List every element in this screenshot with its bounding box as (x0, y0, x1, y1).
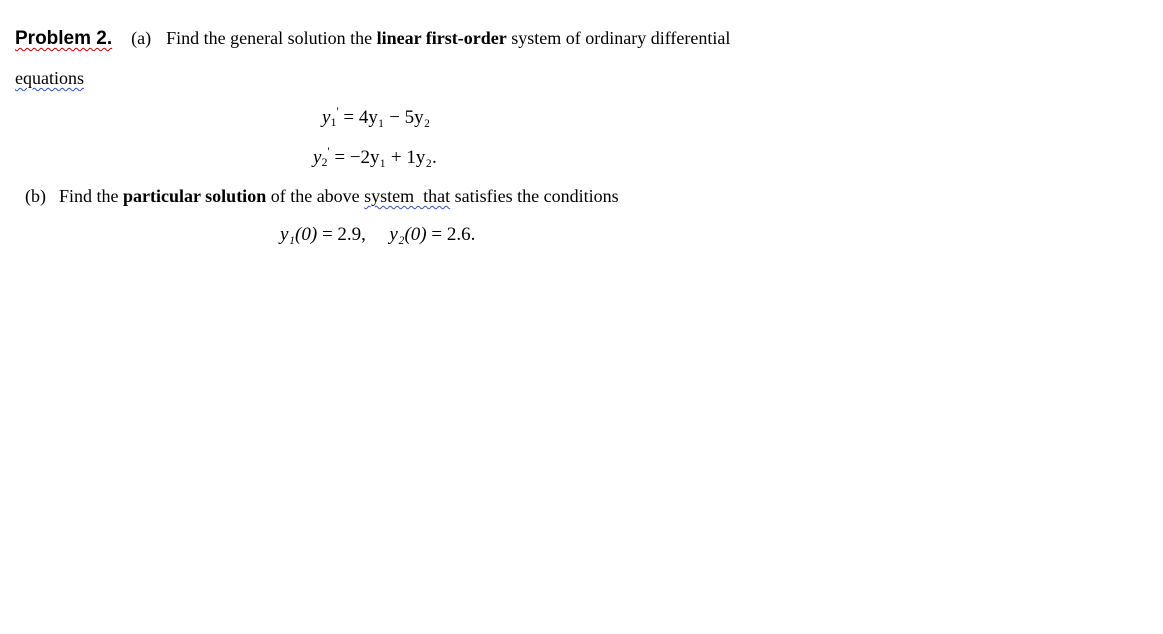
equation-1-lhs-sub: 1 (330, 115, 337, 129)
equation-2 (313, 144, 437, 169)
part-a-text-after: system of ordinary differential (511, 28, 731, 48)
part-a-text-before: Find the general solution the (166, 28, 373, 48)
part-a-continuation-line (15, 67, 84, 89)
condition-1-lhs: y₁(0) (280, 224, 318, 245)
equation-2-lhs-sub: 2 (321, 155, 328, 169)
equation-2-lhs-prime: ' (327, 144, 330, 158)
part-b-label: (b) (25, 186, 46, 206)
equation-2-lhs-var: y (313, 147, 322, 168)
condition-2-rhs: = 2.6. (431, 224, 476, 245)
equation-2-rhs: = −2y₁ + 1y₂. (334, 147, 437, 168)
equation-1 (322, 104, 431, 129)
part-b-line (25, 185, 619, 207)
part-a-line (15, 27, 730, 50)
part-b-bold-text: particular solution (123, 186, 267, 206)
part-b-text-before: Find the (59, 186, 119, 206)
part-b-text-after: satisfies the conditions (454, 186, 619, 206)
equation-1-lhs-var: y (322, 107, 331, 128)
equation-1-rhs: = 4y₁ − 5y₂ (343, 107, 431, 128)
condition-1-rhs: = 2.9, (321, 224, 366, 245)
problem-heading: Problem 2. (15, 28, 113, 49)
part-a-label: (a) (131, 28, 152, 48)
initial-conditions (280, 224, 475, 246)
condition-2-lhs: y₂(0) (389, 224, 427, 245)
part-a-bold-text: linear first-order (376, 28, 507, 48)
equation-1-lhs-prime: ' (336, 104, 339, 118)
part-b-text-middle: of the above (270, 186, 360, 206)
part-a-continuation: equations (15, 68, 84, 88)
part-b-squiggle-text: system that (364, 186, 451, 206)
